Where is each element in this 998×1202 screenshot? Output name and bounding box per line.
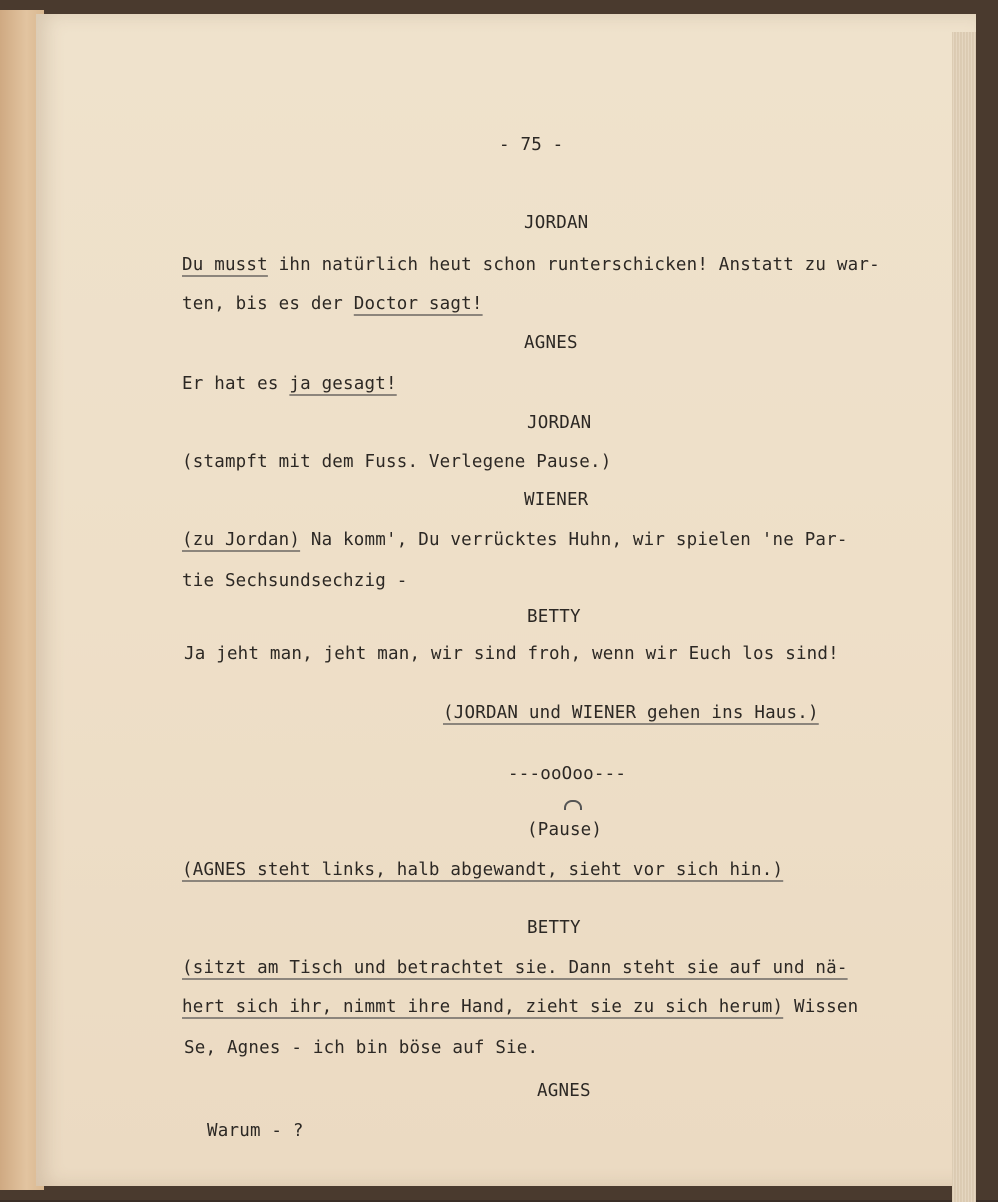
text-segment: Na komm', Du verrücktes Huhn, wir spielen 'ne Par- xyxy=(300,530,848,550)
dialogue-line xyxy=(182,293,483,315)
speaker-betty: BETTY xyxy=(527,918,581,938)
dialogue-line: Warum - ? xyxy=(207,1121,304,1141)
speaker-jordan: JORDAN xyxy=(524,213,589,233)
underlined-text: Doctor sagt! xyxy=(353,294,483,314)
page-stack-edge xyxy=(952,32,976,1202)
stage-direction: (stampft mit dem Fuss. Verlegene Pause.) xyxy=(182,452,612,472)
stage-direction: (Pause) xyxy=(527,820,603,840)
dialogue-line xyxy=(182,996,858,1018)
speaker-wiener: WIENER xyxy=(524,490,589,510)
underlined-text: Du musst xyxy=(182,255,268,275)
pencil-mark-icon xyxy=(564,800,582,810)
dialogue-line: tie Sechsundsechzig - xyxy=(182,571,408,591)
dialogue-line: Ja jeht man, jeht man, wir sind froh, wenn wir Euch los sind! xyxy=(184,644,839,664)
speaker-agnes: AGNES xyxy=(537,1081,591,1101)
dialogue-line xyxy=(182,529,848,551)
stage-direction: (sitzt am Tisch und betrachtet sie. Dann steht sie auf und nä- xyxy=(182,958,848,978)
speaker-jordan: JORDAN xyxy=(527,413,592,433)
underlined-text: (zu Jordan) xyxy=(182,530,301,550)
speaker-agnes: AGNES xyxy=(524,333,578,353)
scene-divider: ---ooOoo--- xyxy=(508,764,627,784)
text-segment: Wissen xyxy=(783,997,859,1017)
dialogue-line: Se, Agnes - ich bin böse auf Sie. xyxy=(184,1038,539,1058)
text-segment: ihn natürlich heut schon runterschicken! Anstatt zu war- xyxy=(267,255,880,275)
dialogue-line xyxy=(182,373,397,395)
underlined-text: hert sich ihr, nimmt ihre Hand, zieht sie zu sich herum) xyxy=(182,997,784,1017)
stage-direction: (AGNES steht links, halb abgewandt, sieht vor sich hin.) xyxy=(182,860,784,880)
dialogue-line xyxy=(182,254,880,276)
underlined-text: ja gesagt! xyxy=(289,374,397,394)
text-segment: ten, bis es der xyxy=(182,294,354,314)
text-segment: Er hat es xyxy=(182,374,290,394)
speaker-betty: BETTY xyxy=(527,607,581,627)
stage-direction: (JORDAN und WIENER gehen ins Haus.) xyxy=(443,703,819,723)
page-number: - 75 - xyxy=(499,135,564,155)
